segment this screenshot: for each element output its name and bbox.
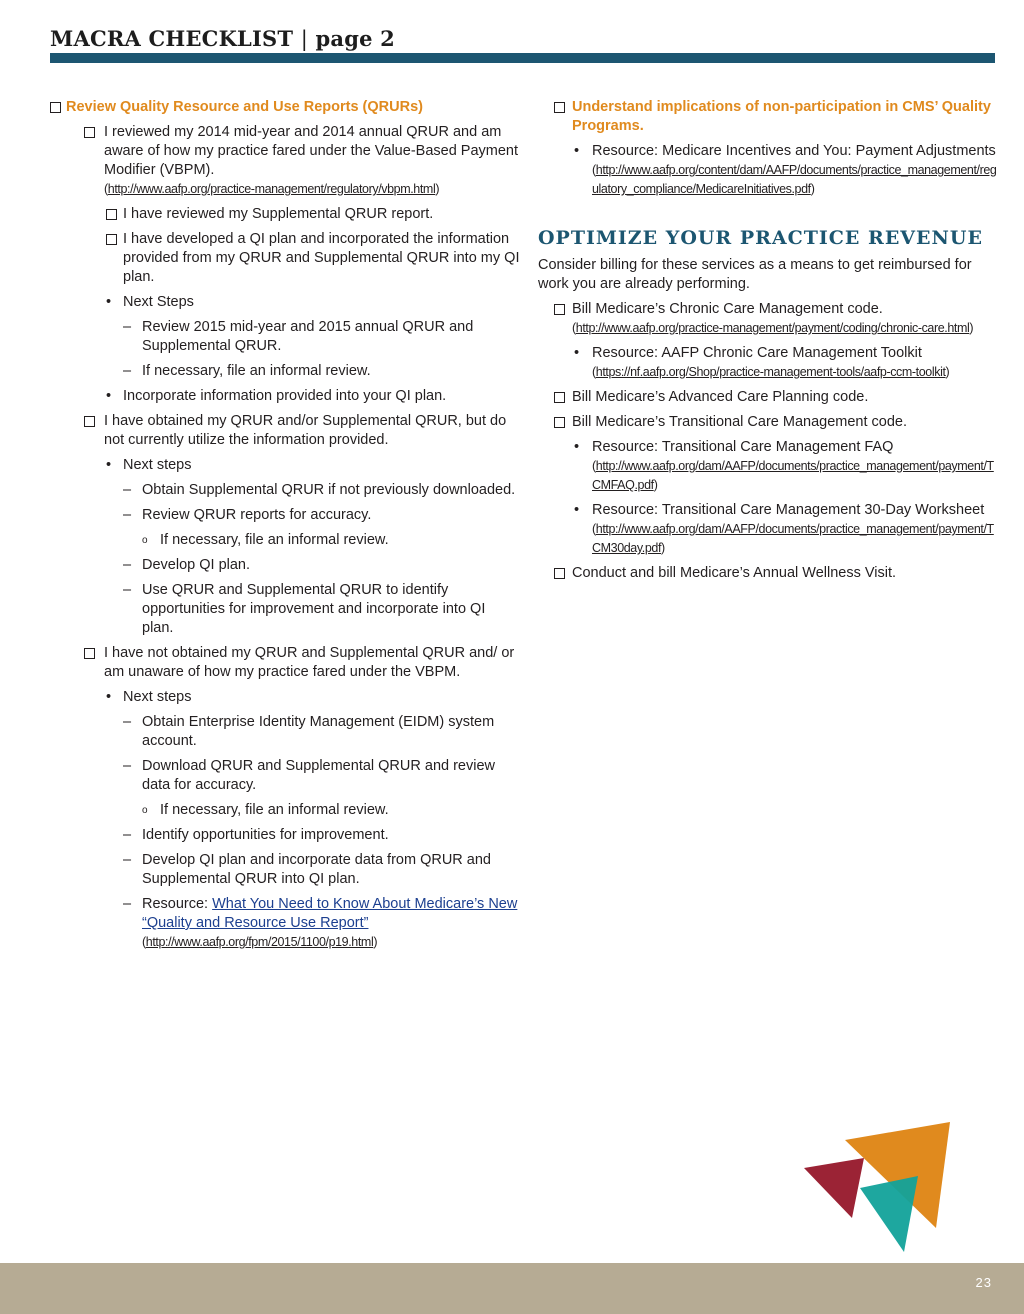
circle-bullet-icon: o xyxy=(142,805,148,816)
url-text: (http://www.aafp.org/practice-management/payment/coding/chronic-care.html) xyxy=(572,321,974,335)
dash-item: – Obtain Supplemental QRUR if not previously downloaded. xyxy=(123,482,516,498)
title-separator: | xyxy=(300,27,309,51)
checklist-heading: Review Quality Resource and Use Reports (QRURs) xyxy=(50,98,520,117)
bullet-item: • Next Steps xyxy=(106,294,194,310)
dash-icon: – xyxy=(123,319,132,335)
chronic-care-link[interactable]: http://www.aafp.org/practice-management/payment/coding/chronic-care.html xyxy=(575,321,970,335)
url-text: (https://nf.aafp.org/Shop/practice-management-tools/aafp-ccm-toolkit) xyxy=(592,365,950,379)
dash-item: – Download QRUR and Supplemental QRUR and review data for accuracy. xyxy=(123,758,495,793)
tcm-faq-link[interactable]: http://www.aafp.org/dam/AAFP/documents/practice_management/payment/TCMFAQ.pdf xyxy=(592,459,994,492)
checklist-item: Bill Medicare’s Advanced Care Planning code. xyxy=(538,388,1000,407)
checkbox-icon[interactable] xyxy=(84,127,95,138)
checklist-item: Bill Medicare’s Chronic Care Management code. (http://www.aafp.org/practice-management/payment/coding/chronic-care.html) xyxy=(538,300,1000,338)
checklist-item: Bill Medicare’s Transitional Care Management code. xyxy=(538,413,1000,432)
circle-bullet-icon: o xyxy=(142,535,148,546)
tcm-worksheet-link[interactable]: http://www.aafp.org/dam/AAFP/documents/practice_management/payment/TCM30day.pdf xyxy=(592,522,994,555)
bullet-item: • Next steps xyxy=(106,689,192,705)
dash-icon: – xyxy=(123,557,132,573)
dash-icon: – xyxy=(123,896,132,912)
dash-icon: – xyxy=(123,482,132,498)
url-text: (http://www.aafp.org/dam/AAFP/documents/practice_management/payment/TCM30day.pdf) xyxy=(592,522,994,555)
red-triangle-icon xyxy=(804,1158,864,1218)
document-title: MACRA CHECKLIST xyxy=(50,26,294,51)
bullet-item: • Resource: Transitional Care Management FAQ (http://www.aafp.org/dam/AAFP/documents/practice_management/payment/TCMFAQ.pdf) xyxy=(574,439,994,492)
checkbox-icon[interactable] xyxy=(84,416,95,427)
bullet-icon: • xyxy=(106,457,112,473)
aafp-triangles-logo xyxy=(800,1118,960,1258)
dash-icon: – xyxy=(123,852,132,868)
checkbox-icon[interactable] xyxy=(554,102,565,113)
qrur-article-link[interactable]: What You Need to Know About Medicare’s New “Quality and Resource Use Report” xyxy=(142,896,518,931)
checklist-item: I have not obtained my QRUR and Supplemental QRUR and/ or am unaware of how my practice fared under the VBPM. xyxy=(50,644,520,682)
vbpm-link[interactable]: http://www.aafp.org/practice-management/regulatory/vbpm.html xyxy=(107,182,436,196)
circle-item: o If necessary, file an informal review. xyxy=(142,802,389,818)
section-intro: Consider billing for these services as a means to get reimbursed for work you are already performing. xyxy=(538,257,972,292)
bullet-icon: • xyxy=(106,294,112,310)
ccm-toolkit-link[interactable]: https://nf.aafp.org/Shop/practice-management-tools/aafp-ccm-toolkit xyxy=(595,365,946,379)
dash-item: – Obtain Enterprise Identity Management (EIDM) system account. xyxy=(123,714,495,749)
url-text: (http://www.aafp.org/fpm/2015/1100/p19.html) xyxy=(142,935,378,949)
bullet-icon: • xyxy=(574,502,580,518)
teal-triangle-icon xyxy=(860,1176,918,1252)
checkbox-icon[interactable] xyxy=(106,209,117,220)
bullet-item: • Incorporate information provided into your QI plan. xyxy=(106,388,447,404)
checklist-item: I have developed a QI plan and incorporated the information provided from my QRUR and Supplemental QRUR into my QI plan. xyxy=(50,230,520,287)
bullet-item: • Resource: AAFP Chronic Care Management Toolkit (https://nf.aafp.org/Shop/practice-management-tools/aafp-ccm-toolkit) xyxy=(574,345,950,379)
dash-icon: – xyxy=(123,714,132,730)
dash-item: – Resource: What You Need to Know About Medicare’s New “Quality and Resource Use Report” (http://www.aafp.org/fpm/2015/1100/p19.html) xyxy=(123,896,518,949)
dash-item: – Develop QI plan. xyxy=(123,557,251,573)
bullet-icon: • xyxy=(106,689,112,705)
dash-icon: – xyxy=(123,827,132,843)
dash-item: – Review QRUR reports for accuracy. xyxy=(123,507,372,523)
dash-icon: – xyxy=(123,582,132,598)
circle-item: o If necessary, file an informal review. xyxy=(142,532,389,548)
checklist-item: I reviewed my 2014 mid-year and 2014 annual QRUR and am aware of how my practice fared under the Value-Based Payment Modifier (VBPM). (http://www.aafp.org/practice-management/regulatory/vbpm.html) xyxy=(50,123,520,199)
checkbox-icon[interactable] xyxy=(554,417,565,428)
bullet-item: • Resource: Transitional Care Management 30-Day Worksheet (http://www.aafp.org/dam/AAFP/documents/practice_management/payment/TCM30day.pdf) xyxy=(574,502,994,555)
url-text: (http://www.aafp.org/dam/AAFP/documents/practice_management/payment/TCMFAQ.pdf) xyxy=(592,459,994,492)
header-rule xyxy=(50,53,995,63)
checkbox-icon[interactable] xyxy=(554,304,565,315)
checkbox-icon[interactable] xyxy=(84,648,95,659)
checkbox-icon[interactable] xyxy=(554,568,565,579)
page-footer xyxy=(0,1263,1024,1314)
page-header xyxy=(50,26,395,51)
bullet-item: • Next steps xyxy=(106,457,192,473)
checklist-heading: Understand implications of non-participation in CMS’ Quality Programs. xyxy=(538,98,1000,136)
bullet-icon: • xyxy=(574,143,580,159)
bullet-item: • Resource: Medicare Incentives and You: Payment Adjustments (http://www.aafp.org/content/dam/AAFP/documents/practice_management/regulatory_compliance/MedicareInitiatives.pdf) xyxy=(574,143,997,196)
section-title: OPTIMIZE YOUR PRACTICE REVENUE xyxy=(538,227,983,249)
checklist-item: Conduct and bill Medicare’s Annual Wellness Visit. xyxy=(538,564,1000,583)
checklist-item: I have reviewed my Supplemental QRUR report. xyxy=(50,205,520,224)
checkbox-icon[interactable] xyxy=(554,392,565,403)
page-number: 23 xyxy=(975,1275,992,1290)
dash-item: – Identify opportunities for improvement. xyxy=(123,827,389,843)
checkbox-icon[interactable] xyxy=(50,102,61,113)
url-text: (http://www.aafp.org/practice-management/regulatory/vbpm.html) xyxy=(104,182,440,196)
bullet-icon: • xyxy=(574,345,580,361)
url-text: (http://www.aafp.org/content/dam/AAFP/documents/practice_management/regulatory_compliance/MedicareInitiatives.pdf) xyxy=(592,163,997,196)
right-column xyxy=(538,98,1000,589)
dash-item: – Use QRUR and Supplemental QRUR to identify opportunities for improvement and incorporate into QI plan. xyxy=(123,582,486,636)
dash-item: – If necessary, file an informal review. xyxy=(123,363,371,379)
dash-item: – Review 2015 mid-year and 2015 annual QRUR and Supplemental QRUR. xyxy=(123,319,474,354)
dash-icon: – xyxy=(123,363,132,379)
dash-icon: – xyxy=(123,507,132,523)
page-label: page 2 xyxy=(315,26,395,51)
bullet-icon: • xyxy=(106,388,112,404)
checklist-item: I have obtained my QRUR and/or Supplemental QRUR, but do not currently utilize the information provided. xyxy=(50,412,520,450)
checkbox-icon[interactable] xyxy=(106,234,117,245)
left-column xyxy=(50,98,520,958)
dash-item: – Develop QI plan and incorporate data from QRUR and Supplemental QRUR into QI plan. xyxy=(123,852,491,887)
dash-icon: – xyxy=(123,758,132,774)
medicare-initiatives-link[interactable]: http://www.aafp.org/content/dam/AAFP/documents/practice_management/regulatory_compliance/MedicareInitiatives.pdf xyxy=(592,163,997,196)
bullet-icon: • xyxy=(574,439,580,455)
fpm-link[interactable]: http://www.aafp.org/fpm/2015/1100/p19.html xyxy=(145,935,374,949)
